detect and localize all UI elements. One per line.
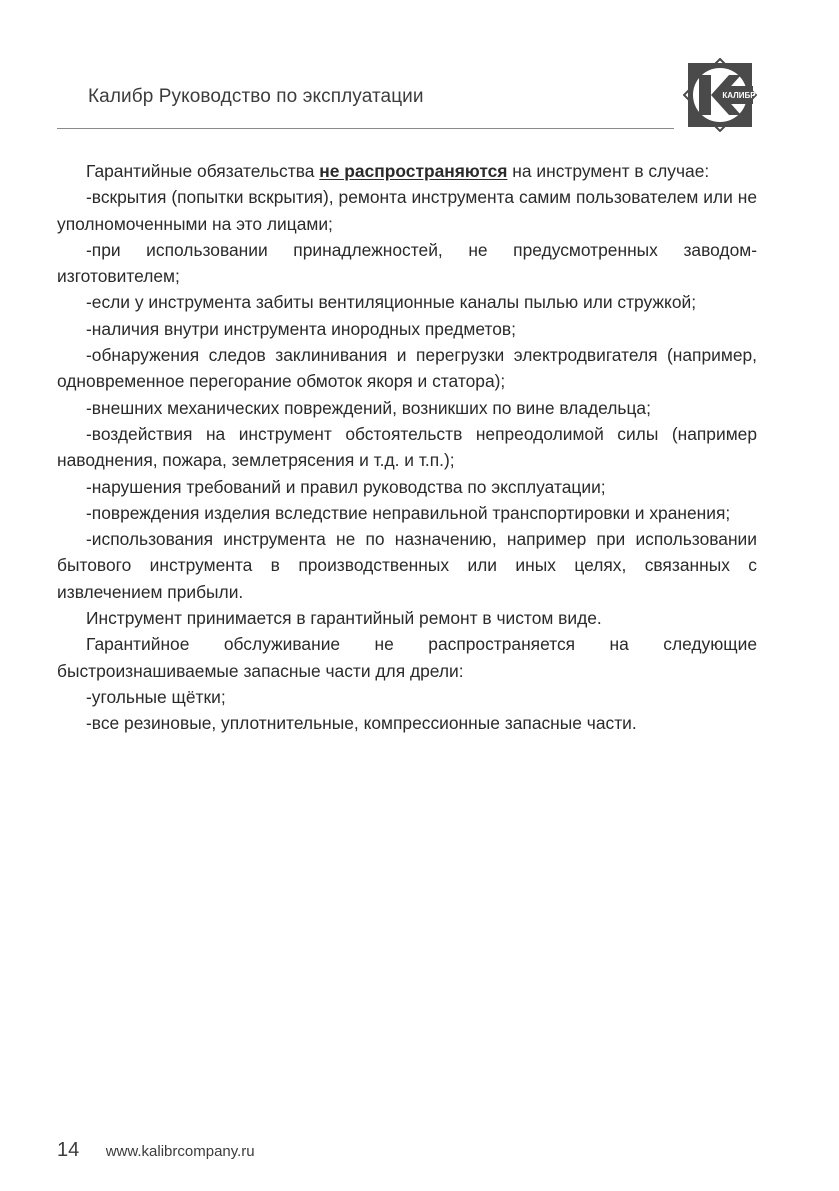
paragraph: -все резиновые, уплотнительные, компрессионные запасные части. [86,713,637,734]
header-divider [57,128,674,129]
paragraph: Инструмент принимается в гарантийный ремонт в чистом виде. [86,608,602,629]
page-footer [57,1139,255,1162]
website-link[interactable]: www.kalibrcompany.ru [105,1143,255,1160]
paragraph: -если у инструмента забиты вентиляционные каналы пылью или стружкой; [86,292,697,313]
paragraph: -угольные щётки; [86,686,226,707]
intro-emphasis: не распространяются [319,161,508,181]
paragraph: -нарушения требований и правил руководства по эксплуатации; [86,476,606,497]
intro-before: Гарантийные обязательства [86,161,320,181]
paragraph: -обнаружения следов заклинивания и перегрузки электродвигателя (например, одновременное перегорание обмоток якоря и статора); [57,345,757,392]
paragraph: -повреждения изделия вследствие неправильной транспортировки и хранения; [86,502,731,523]
intro-paragraph [57,158,757,184]
paragraph: -вскрытия (попытки вскрытия), ремонта инструмента самим пользователем или не уполномоченными на это лицами; [57,187,757,234]
paragraph: -использования инструмента не по назначению, например при использовании бытового инструмента в производственных или иных целях, связанных с извлечением прибыли. [57,529,757,602]
paragraph: -воздействия на инструмент обстоятельств непреодолимой силы (например наводнения, пожара, землетрясения и т.д. и т.п.); [57,423,757,471]
page-number: 14 [57,1139,80,1161]
intro-after: на инструмент в случае: [507,161,710,181]
warranty-exclusions-text [57,158,757,737]
paragraph: -внешних механических повреждений, возникших по вине владельца; [86,397,651,418]
kalibr-logo [683,58,757,132]
paragraph: -при использовании принадлежностей, не предусмотренных заводом-изготовителем; [57,239,757,287]
document-header-title: Калибр Руководство по эксплуатации [88,86,424,107]
logo-wordmark: КАЛИБР [722,91,756,100]
paragraph: Гарантийное обслуживание не распространяется на следующие быстроизнашиваемые запасные части для дрели: [57,634,757,681]
paragraph: -наличия внутри инструмента инородных предметов; [86,318,516,339]
